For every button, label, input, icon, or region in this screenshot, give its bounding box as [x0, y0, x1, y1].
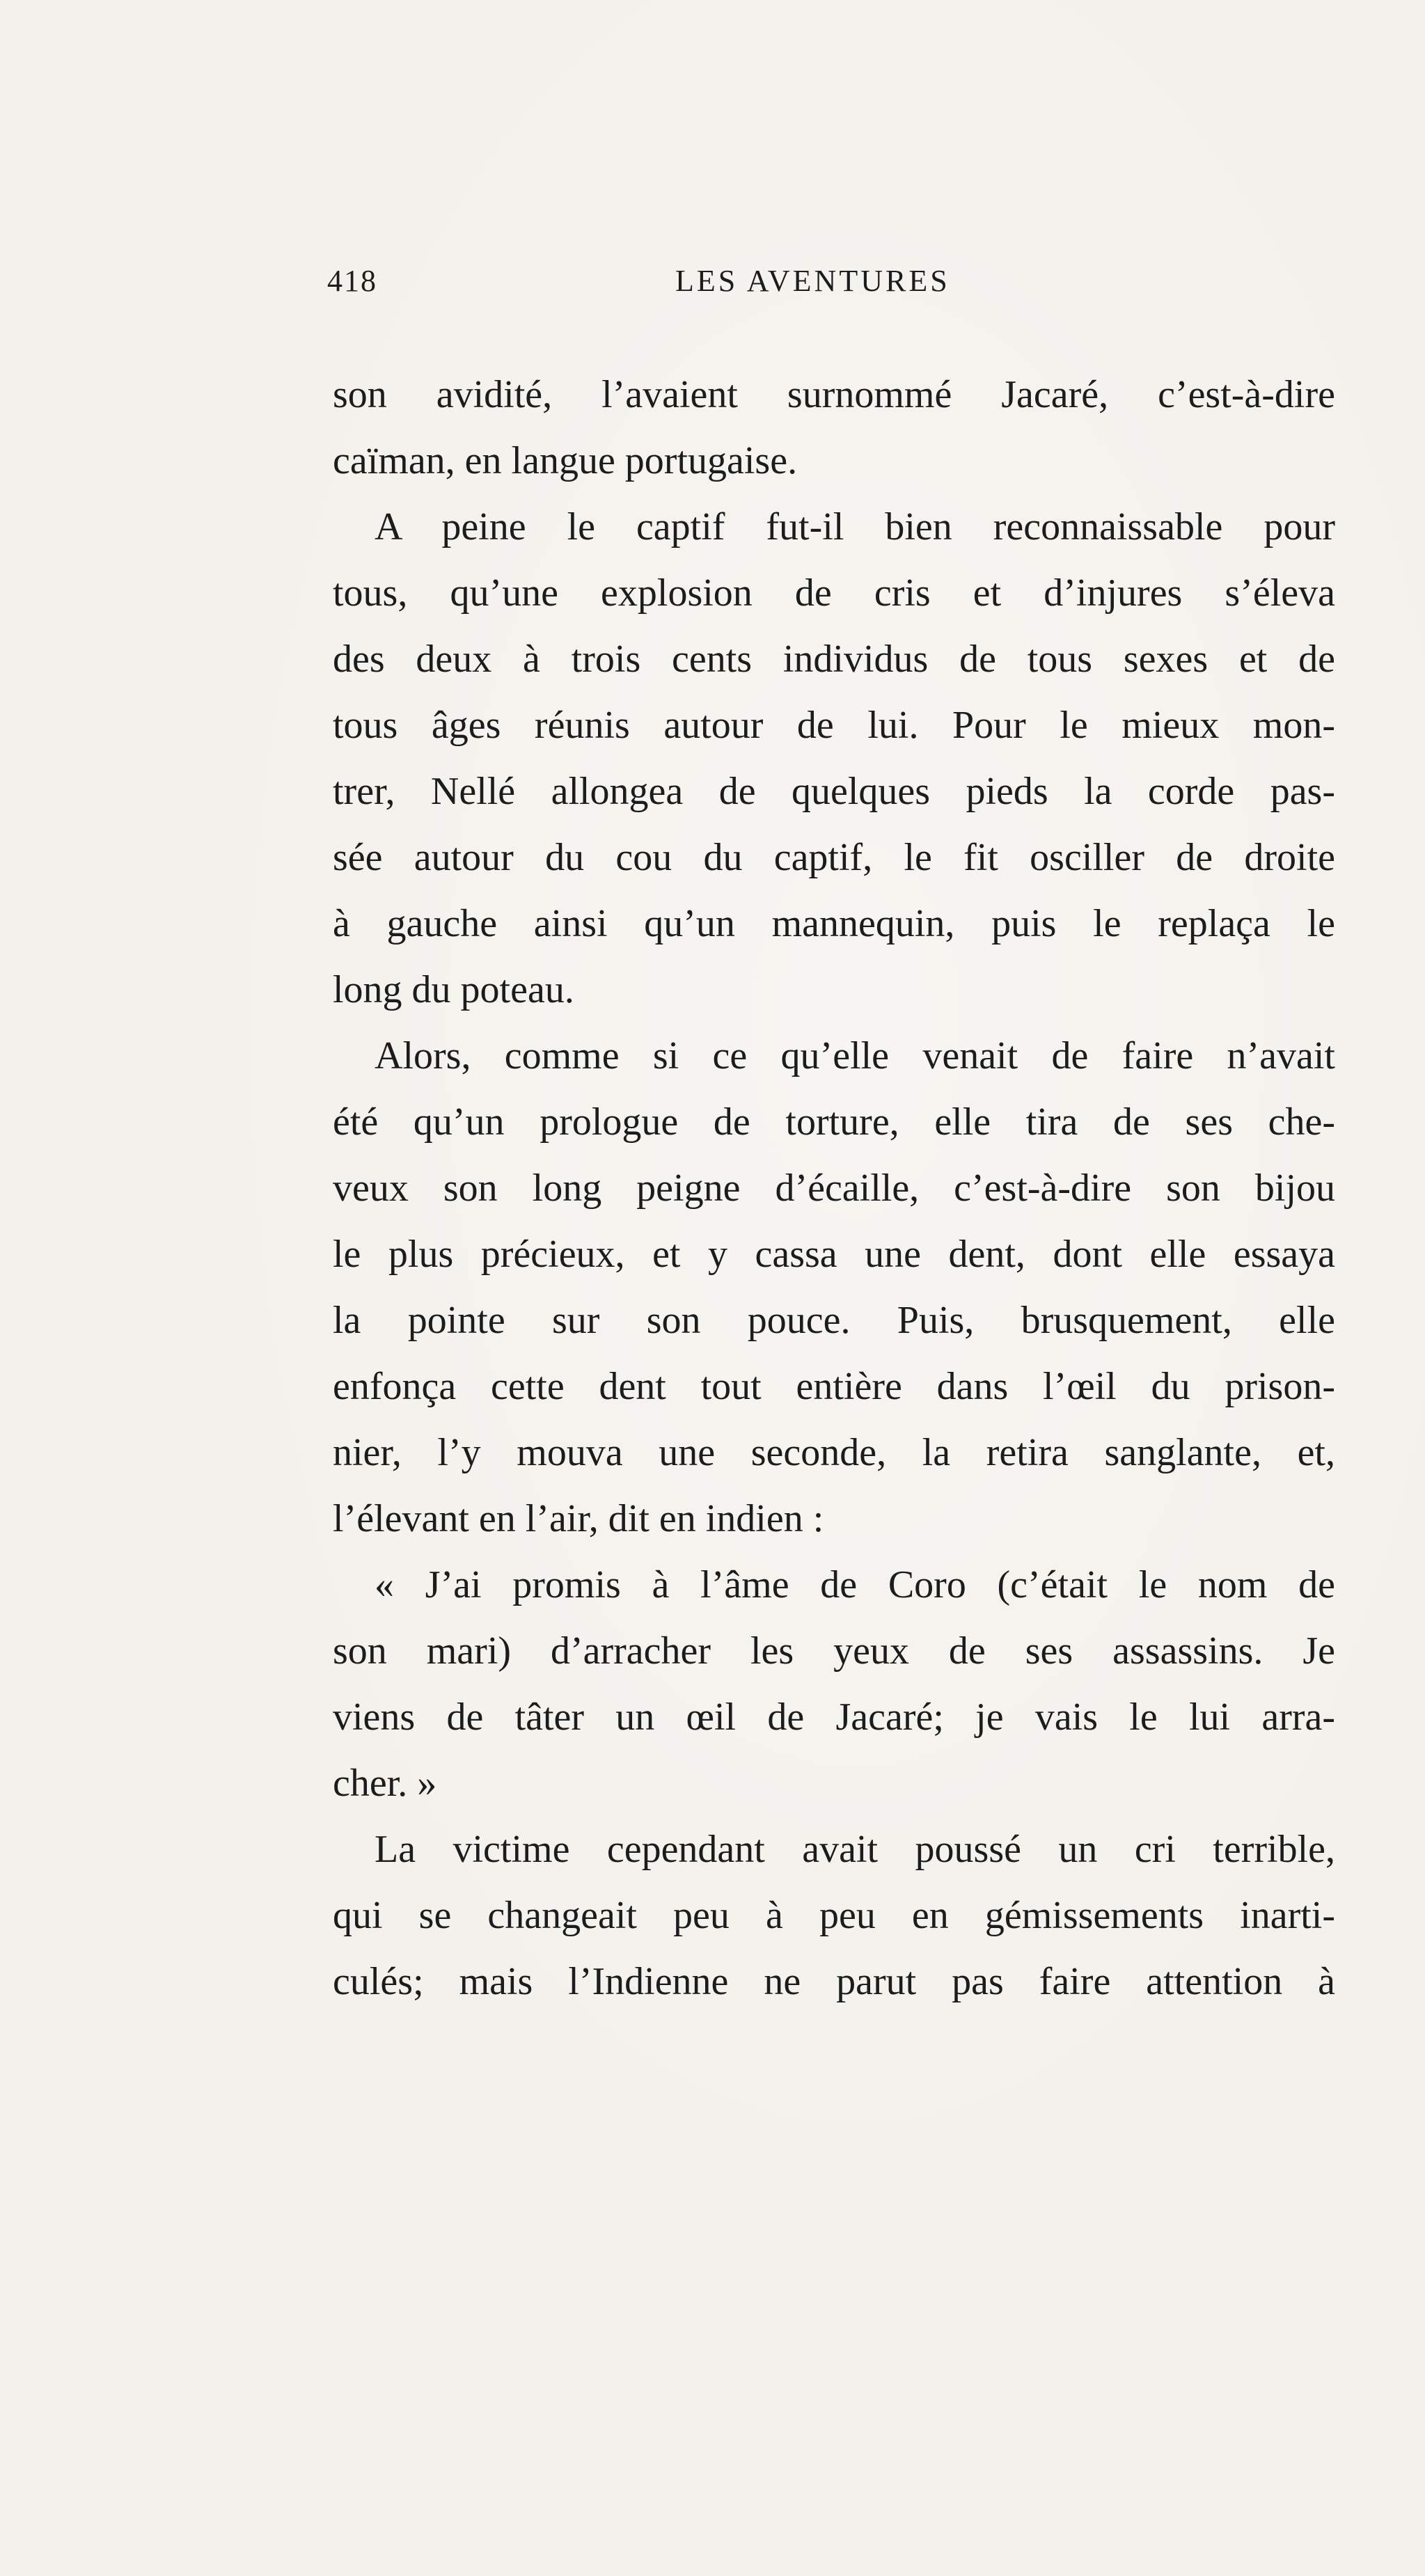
text-line: des deux à trois cents individus de tous sexes et de — [333, 638, 1335, 681]
page-number: 418 — [327, 264, 377, 298]
page-header — [327, 263, 1337, 305]
text-line: l’élevant en l’air, dit en indien : — [333, 1497, 824, 1540]
text-line: La victime cependant avait poussé un cri terrible, — [375, 1828, 1335, 1871]
text-line: long du poteau. — [333, 968, 574, 1011]
text-line: culés; mais l’Indienne ne parut pas faire attention à — [333, 1960, 1335, 2003]
text-line: tous âges réunis autour de lui. Pour le mieux mon- — [333, 704, 1335, 747]
text-line: enfonça cette dent tout entière dans l’œil du prison- — [333, 1365, 1335, 1408]
text-line: « J’ai promis à l’âme de Coro (c’était le nom de — [375, 1563, 1335, 1606]
text-line: à gauche ainsi qu’un mannequin, puis le replaça le — [333, 902, 1335, 945]
text-line: le plus précieux, et y cassa une dent, dont elle essaya — [333, 1233, 1335, 1276]
text-line: nier, l’y mouva une seconde, la retira sanglante, et, — [333, 1431, 1335, 1474]
body-text — [333, 362, 1335, 2015]
text-line: viens de tâter un œil de Jacaré; je vais le lui arra- — [333, 1696, 1335, 1739]
text-line: été qu’un prologue de torture, elle tira de ses che- — [333, 1100, 1335, 1144]
text-line: A peine le captif fut-il bien reconnaissable pour — [375, 505, 1335, 548]
text-line: sée autour du cou du captif, le fit osciller de droite — [333, 836, 1335, 879]
text-line: son avidité, l’avaient surnommé Jacaré, c’est-à-dire — [333, 373, 1335, 416]
text-line: veux son long peigne d’écaille, c’est-à-dire son bijou — [333, 1167, 1335, 1210]
text-line: caïman, en langue portugaise. — [333, 439, 798, 482]
text-line: trer, Nellé allongea de quelques pieds la corde pas- — [333, 770, 1335, 813]
text-line: tous, qu’une explosion de cris et d’injures s’éleva — [333, 571, 1335, 615]
text-line: cher. » — [333, 1762, 437, 1805]
text-line: qui se changeait peu à peu en gémissements inarti- — [333, 1894, 1335, 1937]
text-line: son mari) d’arracher les yeux de ses assassins. Je — [333, 1629, 1335, 1673]
text-line: Alors, comme si ce qu’elle venait de faire n’avait — [375, 1034, 1335, 1077]
text-line: la pointe sur son pouce. Puis, brusquement, elle — [333, 1299, 1335, 1342]
running-title: LES AVENTURES — [675, 264, 950, 298]
